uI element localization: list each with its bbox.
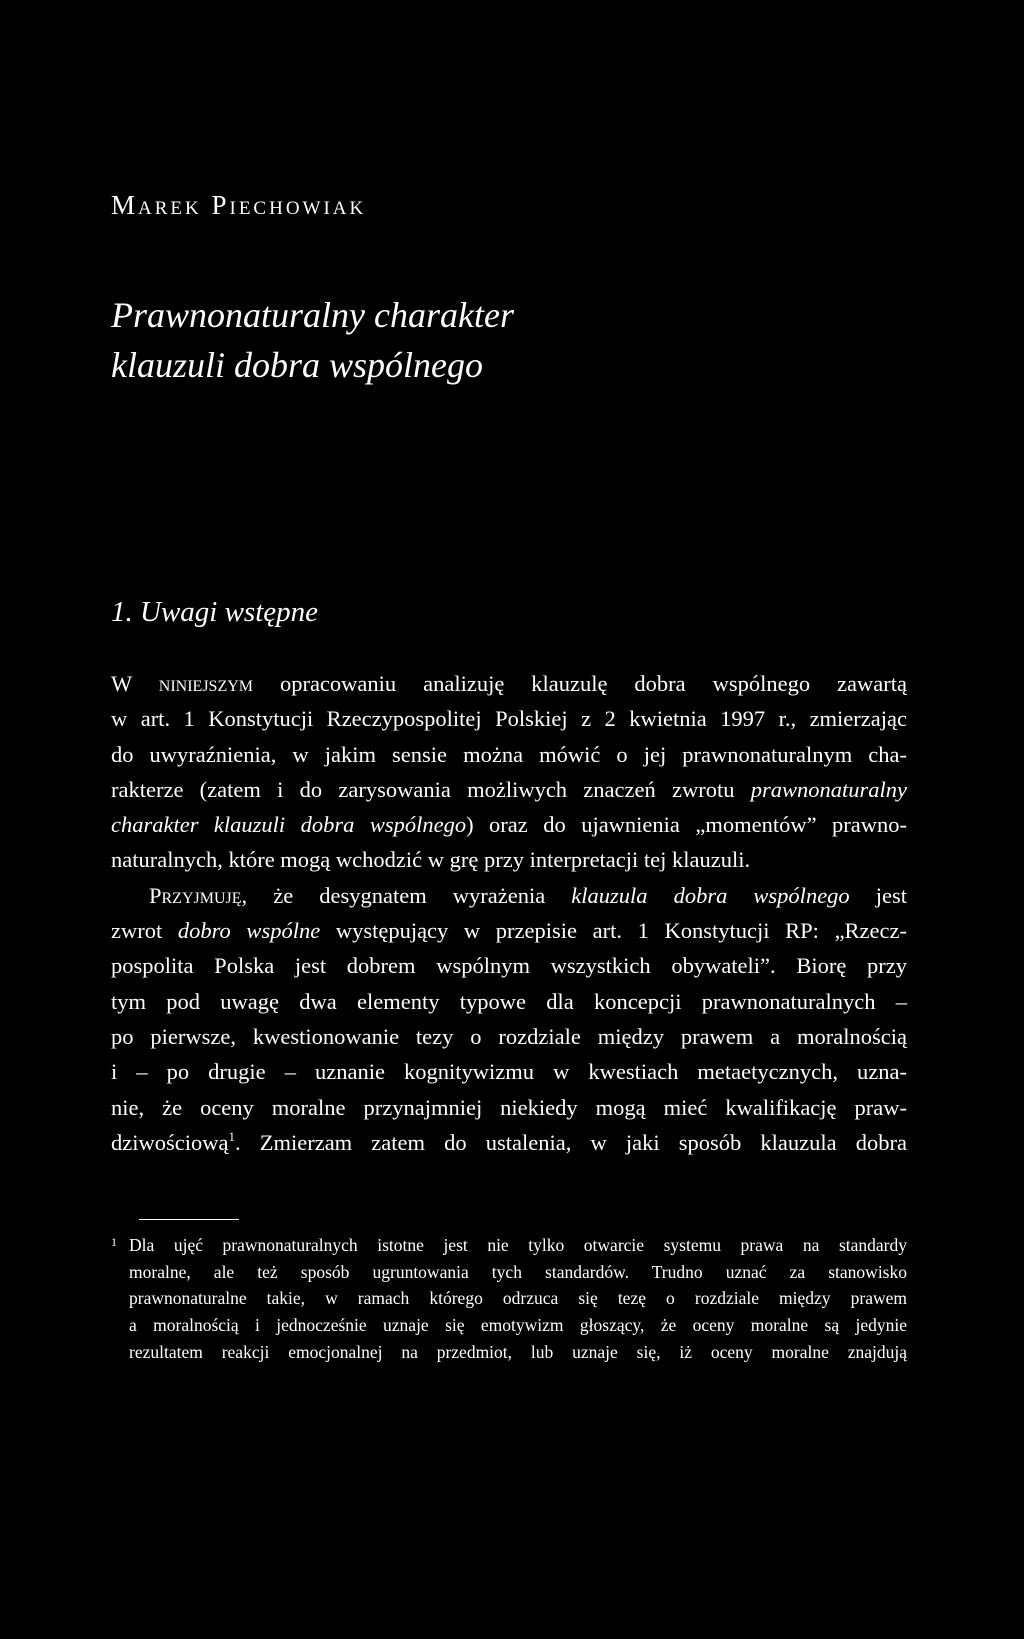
footnote-line-4: a moralnością i jednocześnie uznaje się emotywizm głoszący, że oceny moralne są jedynie bbox=[129, 1315, 907, 1336]
book-page bbox=[111, 0, 907, 1639]
paragraph-1-line-1 bbox=[111, 666, 907, 701]
footnote-line-3: prawnonaturalne takie, w ramach którego odrzuca się tezę o rozdziale między prawem bbox=[129, 1288, 907, 1309]
text-run: jest bbox=[849, 882, 907, 908]
text-run: rakterze (zatem i do zarysowania możliwych znaczeń zwrotu bbox=[111, 776, 751, 802]
footnote bbox=[111, 1232, 907, 1365]
text-run: . Zmierzam zatem do ustalenia, w jaki sposób klauzula dobra bbox=[234, 1129, 907, 1155]
footnote-reference: 1 bbox=[228, 1128, 235, 1144]
paragraph-2-lead-in: Przyjmuję bbox=[149, 882, 242, 908]
text-run: dziwościową bbox=[111, 1129, 229, 1155]
body-text bbox=[111, 666, 907, 1160]
paragraph-2-line-2 bbox=[111, 913, 907, 948]
paragraph-1-line-3: do uwyraźnienia, w jakim sensie można mówić o jej prawnonaturalnym cha- bbox=[111, 741, 907, 767]
footnote-line-5: rezultatem reakcji emocjonalnej na przedmiot, lub uznaje się, iż oceny moralne znajdują bbox=[129, 1341, 907, 1362]
italic-phrase: klauzula dobra wspólnego bbox=[571, 882, 850, 908]
paragraph-1-line-5 bbox=[111, 807, 907, 842]
italic-phrase: charakter klauzuli dobra wspólnego bbox=[111, 812, 467, 838]
text-run: ) oraz do ujawnienia „momentów” prawno- bbox=[466, 812, 907, 838]
paragraph-1-line-4 bbox=[111, 772, 907, 807]
paragraph-1-line-6: naturalnych, które mogą wchodzić w grę przy interpretacji tej klauzuli. bbox=[111, 847, 751, 873]
italic-phrase: dobro wspólne bbox=[177, 918, 321, 944]
chapter-title bbox=[111, 290, 514, 390]
paragraph-1-line-2: w art. 1 Konstytucji Rzeczypospolitej Polskiej z 2 kwietnia 1997 r., zmierzając bbox=[111, 706, 907, 732]
italic-phrase: prawnonaturalny bbox=[750, 776, 907, 802]
footnote-separator bbox=[139, 1219, 239, 1220]
chapter-title-line-1: Prawnonaturalny charakter bbox=[111, 295, 514, 335]
paragraph-2-line-8 bbox=[111, 1125, 907, 1160]
paragraph-2-line-5: po pierwsze, kwestionowanie tezy o rozdziale między prawem a moralnością bbox=[111, 1023, 907, 1049]
section-heading: 1. Uwagi wstępne bbox=[111, 596, 319, 628]
footnote-line-1: Dla ujęć prawnonaturalnych istotne jest nie tylko otwarcie systemu prawa na standardy bbox=[129, 1235, 907, 1255]
chapter-title-line-2: klauzuli dobra wspólnego bbox=[111, 345, 484, 385]
paragraph-2-line-6: i – po drugie – uznanie kognitywizmu w kwestiach metaetycznych, uzna- bbox=[111, 1059, 907, 1085]
paragraph-2-line-4: tym pod uwagę dwa elementy typowe dla koncepcji prawnonaturalnych – bbox=[111, 988, 907, 1014]
paragraph-1-lead-in: W niniejszym bbox=[111, 671, 253, 696]
paragraph-2-line-1 bbox=[111, 878, 907, 913]
author-name: Marek Piechowiak bbox=[111, 190, 367, 220]
text-run: występujący w przepisie art. 1 Konstytucji RP: „Rzecz- bbox=[320, 918, 907, 944]
paragraph-2-line-7: nie, że oceny moralne przynajmniej niekiedy mogą mieć kwalifikację praw- bbox=[111, 1094, 907, 1120]
footnote-number: 1 bbox=[111, 1235, 117, 1249]
text-run: zwrot bbox=[111, 918, 178, 944]
paragraph-2-line-3: pospolita Polska jest dobrem wspólnym wszystkich obywateli”. Biorę przy bbox=[111, 953, 907, 979]
text-run: , że desygnatem wyrażenia bbox=[241, 882, 572, 908]
footnote-line-2: moralne, ale też sposób ugruntowania tych standardów. Trudno uznać za stanowisko bbox=[129, 1261, 907, 1282]
text-run: opracowaniu analizuję klauzulę dobra wspólnego zawartą bbox=[279, 671, 907, 696]
